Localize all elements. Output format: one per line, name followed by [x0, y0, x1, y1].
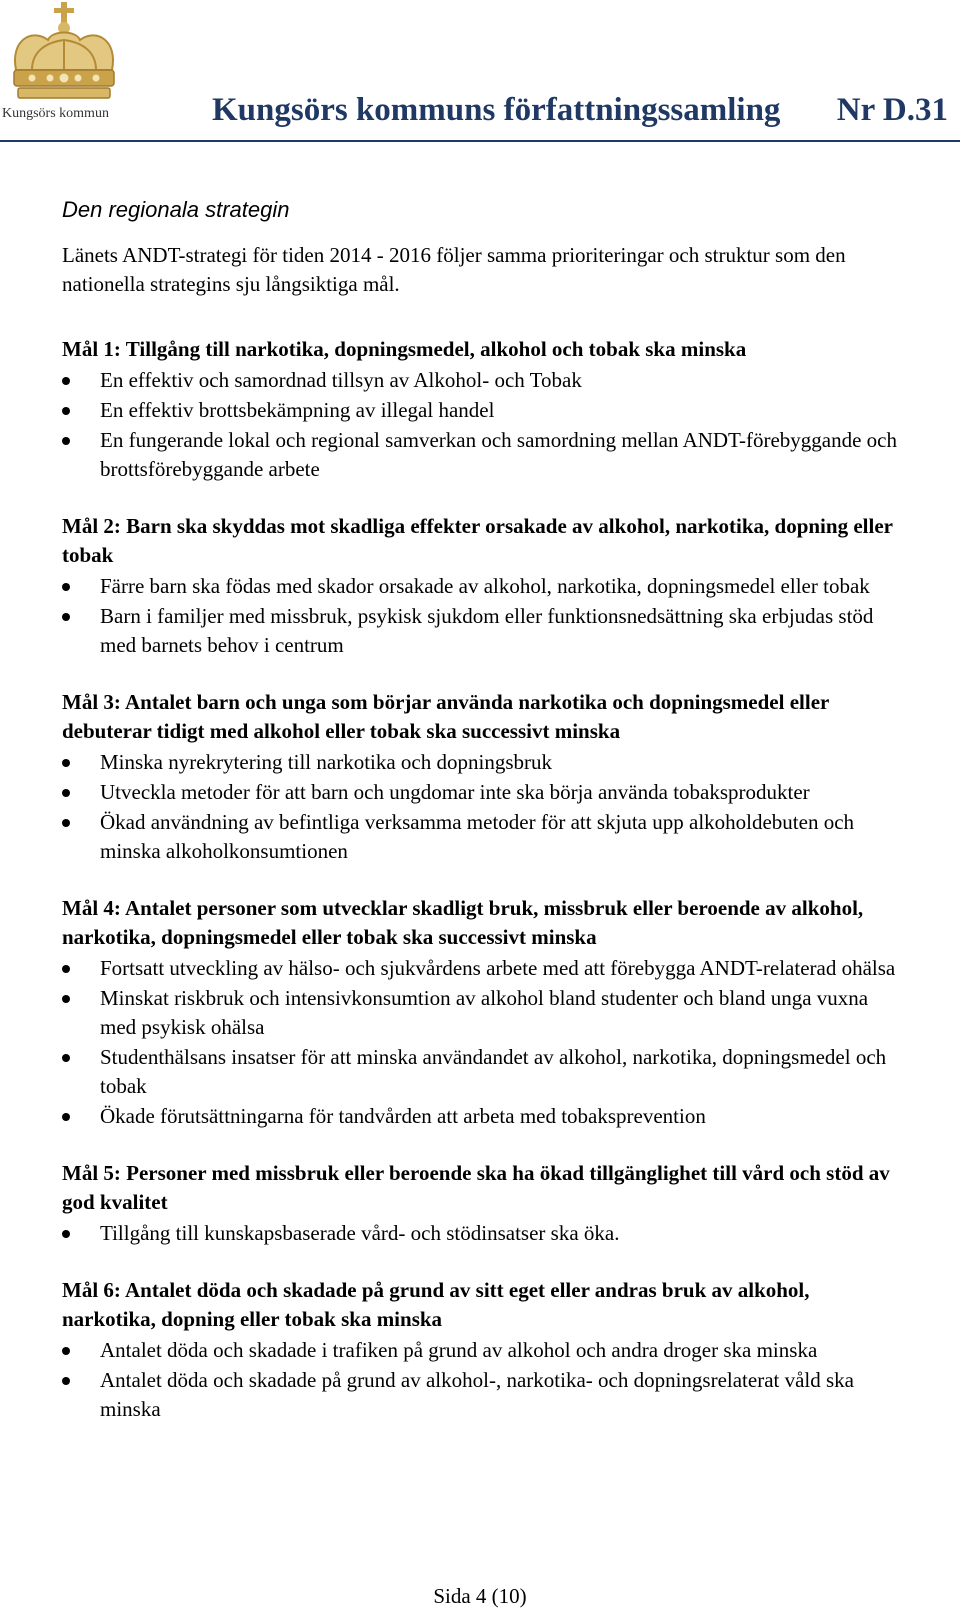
bullet-icon — [62, 789, 70, 797]
bullet-icon — [62, 995, 70, 1003]
list-item — [62, 808, 902, 866]
goals-list — [62, 335, 902, 1424]
goal-heading: Mål 5: Personer med missbruk eller beroende ska ha ökad tillgänglighet till vård och stöd av god kvalitet — [62, 1161, 890, 1214]
bullet-icon — [62, 759, 70, 767]
list-item — [62, 366, 902, 395]
bullet-icon — [62, 377, 70, 385]
list-item-text: En effektiv och samordnad tillsyn av Alkohol- och Tobak — [100, 368, 582, 392]
list-item — [62, 1366, 902, 1424]
list-item — [62, 984, 902, 1042]
list-item-text: Antalet döda och skadade på grund av alkohol-, narkotika- och dopningsrelaterat våld ska minska — [100, 1368, 855, 1421]
goal-bullet-list — [62, 1219, 902, 1248]
list-item-text: Studenthälsans insatser för att minska användandet av alkohol, narkotika, dopningsmedel och tobak — [100, 1045, 887, 1098]
list-item — [62, 954, 902, 983]
list-item — [62, 572, 902, 601]
intro-paragraph: Länets ANDT-strategi för tiden 2014 - 2016 följer samma prioriteringar och struktur som den nationella strategins sju långsiktiga mål. — [62, 243, 846, 296]
goal-section — [62, 688, 902, 866]
goal-heading: Mål 2: Barn ska skyddas mot skadliga effekter orsakade av alkohol, narkotika, dopning eller tobak — [62, 514, 893, 567]
bullet-icon — [62, 437, 70, 445]
list-item-text: Ökade förutsättningarna för tandvården att arbeta med tobaksprevention — [100, 1104, 706, 1128]
list-item-text: Ökad användning av befintliga verksamma metoder för att skjuta upp alkoholdebuten och minska alkoholkonsumtionen — [100, 810, 855, 863]
list-item-text: Fortsatt utveckling av hälso- och sjukvårdens arbete med att förebygga ANDT-relaterad ohälsa — [100, 956, 896, 980]
main-content — [62, 195, 902, 1452]
list-item-text: En fungerande lokal och regional samverkan och samordning mellan ANDT-förebyggande och brottsförebyggande arbete — [100, 428, 897, 481]
bullet-icon — [62, 407, 70, 415]
list-item — [62, 1043, 902, 1101]
list-item-text: Minskat riskbruk och intensivkonsumtion av alkohol bland studenter och bland unga vuxna med psykisk ohälsa — [100, 986, 869, 1039]
goal-heading: Mål 3: Antalet barn och unga som börjar använda narkotika och dopningsmedel eller debuterar tidigt med alkohol eller tobak ska successivt minska — [62, 690, 829, 743]
bullet-icon — [62, 1230, 70, 1238]
list-item — [62, 396, 902, 425]
goal-bullet-list — [62, 748, 902, 866]
goal-section — [62, 894, 902, 1131]
goal-bullet-list — [62, 572, 902, 660]
logo-caption: Kungsörs kommun — [2, 106, 109, 121]
goal-section — [62, 1159, 902, 1248]
publication-title: Kungsörs kommuns författningssamling — [212, 92, 781, 128]
list-item — [62, 1336, 902, 1365]
goal-heading: Mål 1: Tillgång till narkotika, dopningsmedel, alkohol och tobak ska minska — [62, 337, 747, 361]
bullet-icon — [62, 819, 70, 827]
list-item-text: Utveckla metoder för att barn och ungdomar inte ska börja använda tobaksprodukter — [100, 780, 810, 804]
bullet-icon — [62, 1054, 70, 1062]
list-item — [62, 602, 902, 660]
header-divider — [0, 140, 960, 142]
list-item-text: Barn i familjer med missbruk, psykisk sjukdom eller funktionsnedsättning ska erbjudas stöd med barnets behov i centrum — [100, 604, 874, 657]
goal-bullet-list — [62, 1336, 902, 1424]
list-item — [62, 1102, 902, 1131]
list-item-text: Minska nyrekrytering till narkotika och dopningsbruk — [100, 750, 553, 774]
list-item — [62, 426, 902, 484]
goal-bullet-list — [62, 954, 902, 1131]
goal-section — [62, 1276, 902, 1424]
list-item-text: Antalet döda och skadade i trafiken på grund av alkohol och andra droger ska minska — [100, 1338, 818, 1362]
bullet-icon — [62, 1377, 70, 1385]
list-item — [62, 778, 902, 807]
list-item — [62, 1219, 902, 1248]
goal-heading: Mål 6: Antalet döda och skadade på grund av sitt eget eller andras bruk av alkohol, narkotika, dopning eller tobak ska minska — [62, 1278, 810, 1331]
bullet-icon — [62, 583, 70, 591]
bullet-icon — [62, 1347, 70, 1355]
page-number: Sida 4 (10) — [433, 1584, 527, 1608]
list-item-text: Färre barn ska födas med skador orsakade av alkohol, narkotika, dopningsmedel eller tobak — [100, 574, 870, 598]
bullet-icon — [62, 613, 70, 621]
bullet-icon — [62, 965, 70, 973]
list-item — [62, 748, 902, 777]
bullet-icon — [62, 1113, 70, 1121]
goal-section — [62, 512, 902, 660]
list-item-text: Tillgång till kunskapsbaserade vård- och stödinsatser ska öka. — [100, 1221, 620, 1245]
goal-bullet-list — [62, 366, 902, 484]
document-number: Nr D.31 — [836, 92, 948, 128]
goal-section — [62, 335, 902, 484]
goal-heading: Mål 4: Antalet personer som utvecklar skadligt bruk, missbruk eller beroende av alkohol, narkotika, dopningsmedel eller tobak ska successivt minska — [62, 896, 864, 949]
section-subheading: Den regionala strategin — [62, 197, 290, 222]
list-item-text: En effektiv brottsbekämpning av illegal handel — [100, 398, 495, 422]
